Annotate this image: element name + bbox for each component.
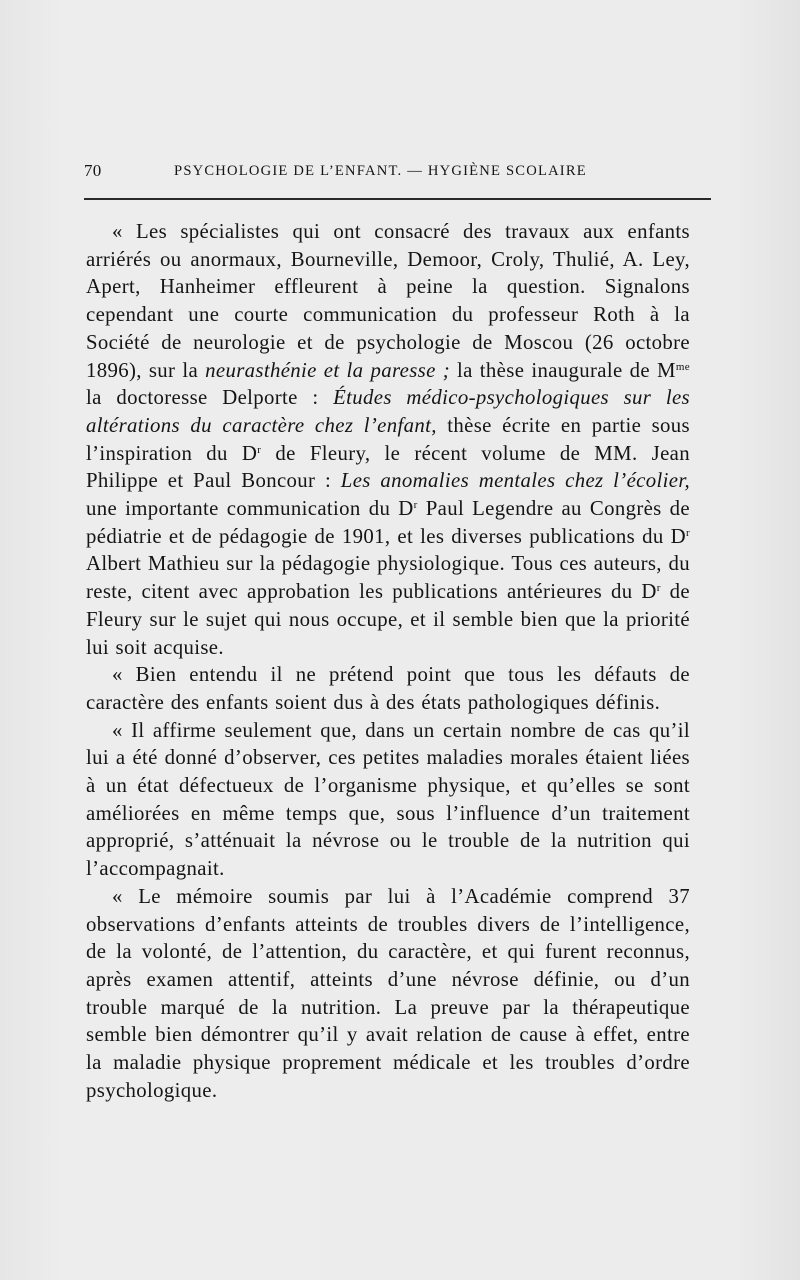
paragraph-segment: Paul Legendre au Congrès de pédiatrie et de pédagogie de 1901, et les diverses publications du D xyxy=(86,497,690,548)
paragraph-segment: Albert Mathieu sur la pédagogie physiologique. Tous ces auteurs, du reste, citent avec approbation les publications antérieures du D xyxy=(86,552,690,604)
paragraph-segment: de Fleury sur le sujet qui nous occupe, et il semble bien que la priorité lui soit acquise. xyxy=(86,580,690,659)
paragraph-segment: une importante communication du D xyxy=(86,497,414,521)
paragraph xyxy=(86,717,690,883)
paragraph-segment: « Il affirme seulement que, dans un certain nombre de cas qu’il lui a été donné d’observer, ces petites maladies morales étaient liées à un état défectueux de l’organisme physique, et qu’elles se sont améliorées en même temps que, sous l’influence d’un traitement approprié, s’atténuait la névrose ou le trouble de la nutrition qui l’accompagnait. xyxy=(86,718,690,881)
running-title: PSYCHOLOGIE DE L’ENFANT. — HYGIÈNE SCOLAIRE xyxy=(174,163,587,179)
paragraph-superscript: r xyxy=(413,499,418,512)
paragraph xyxy=(86,883,690,1105)
paragraph-segment: de Fleury, le récent volume de MM. Jean Philippe et Paul Boncour : xyxy=(86,441,690,493)
paragraph-superscript: r xyxy=(257,443,262,456)
paragraph-superscript: r xyxy=(685,526,690,539)
paragraph-segment: « Bien entendu il ne prétend point que tous les défauts de caractère des enfants soient dus à des états pathologiques définis. xyxy=(86,663,690,714)
paragraph-segment: thèse écrite en partie sous l’inspiration du D xyxy=(86,413,691,465)
paragraph-italic-segment: Études médico-psychologiques sur les altérations du caractère chez l’enfant, xyxy=(86,386,690,437)
paragraph-superscript: me xyxy=(675,360,690,373)
paragraph-italic-segment: Les anomalies mentales chez l’écolier, xyxy=(340,469,690,493)
paragraph xyxy=(86,218,690,661)
paragraph-superscript: r xyxy=(656,582,661,595)
paragraph-segment: « Le mémoire soumis par lui à l’Académie comprend 37 observations d’enfants atteints de troubles divers de l’intelligence, de la volonté, de l’attention, du caractère, et qui furent reconnus, après examen attentif, atteints d’une névrose définie, ou d’un trouble marqué de la nutrition. La preuve par la thérapeutique semble bien démontrer qu’il y avait relation de cause à effet, entre la maladie physique proprement médicale et les troubles d’ordre psychologique. xyxy=(86,884,690,1102)
paragraph-italic-segment: neurasthénie et la paresse ; xyxy=(205,358,450,382)
page-header xyxy=(84,161,709,185)
paragraph-segment: « Les spécialistes qui ont consacré des travaux aux enfants arriérés ou anormaux, Bourneville, Demoor, Croly, Thulié, A. Ley, Apert, Hanheimer effleurent à peine la question. Signalons cependant une courte communication du professeur Roth à la Société de neurologie et de psychologie de Moscou (26 octobre 1896), sur la xyxy=(86,220,690,382)
page-number: 70 xyxy=(84,161,102,180)
paragraph-segment: la thèse inaugurale de M xyxy=(450,358,676,382)
header-rule xyxy=(84,198,711,200)
paragraph xyxy=(86,661,690,716)
body-text xyxy=(86,218,690,1105)
paragraph-segment: la doctoresse Delporte : xyxy=(86,386,334,410)
